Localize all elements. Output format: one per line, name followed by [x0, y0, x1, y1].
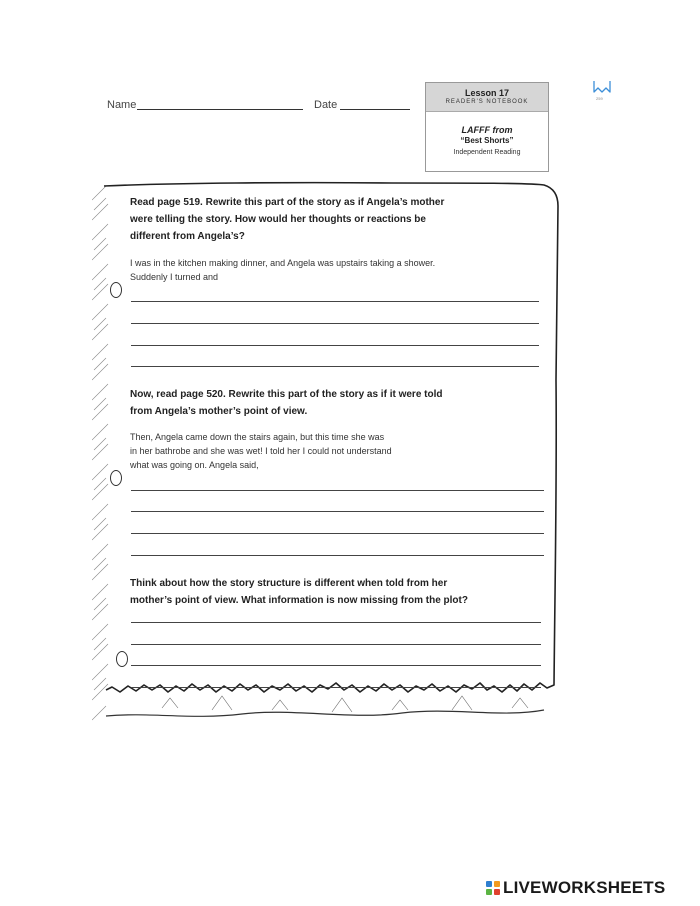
question-3-line-1: Think about how the story structure is different when told from her [130, 578, 448, 589]
question-3-line-2: mother’s point of view. What information is now missing from the plot? [130, 595, 468, 606]
liveworksheets-logo-icon [486, 881, 500, 895]
question-2-starter [130, 430, 450, 472]
binder-hole-icon [110, 470, 122, 486]
writing-line[interactable] [131, 301, 539, 302]
lesson-story-source: “Best Shorts” [460, 136, 514, 145]
date-line[interactable] [340, 109, 410, 110]
question-2-line-2: from Angela’s mother’s point of view. [130, 406, 308, 417]
binder-hole-icon [110, 282, 122, 298]
lesson-header [426, 83, 548, 112]
writing-line[interactable] [131, 533, 544, 534]
lesson-type: Independent Reading [453, 149, 521, 156]
lesson-story-title: LAFFF from [461, 125, 513, 135]
writing-line[interactable] [131, 644, 541, 645]
question-2-starter-line-2: in her bathrobe and she was wet! I told her I could not understand [130, 446, 392, 456]
question-1-line-1: Read page 519. Rewrite this part of the story as if Angela’s mother [130, 197, 445, 208]
question-2-prompt [130, 386, 450, 420]
writing-line[interactable] [131, 665, 541, 666]
writing-line[interactable] [131, 345, 539, 346]
question-1-prompt [130, 194, 450, 245]
question-3-prompt [130, 575, 470, 609]
writing-line[interactable] [131, 687, 541, 688]
lesson-box [425, 82, 549, 172]
question-1-starter-line-1: I was in the kitchen making dinner, and Angela was upstairs taking a shower. [130, 258, 436, 268]
question-1-line-2: were telling the story. How would her thoughts or reactions be [130, 214, 426, 225]
binder-hole-icon [116, 651, 128, 667]
date-label: Date [314, 99, 338, 111]
page-number: 259 [596, 96, 603, 101]
lesson-title: Lesson 17 [464, 88, 510, 98]
lesson-subtitle: READER'S NOTEBOOK [445, 99, 529, 105]
writing-line[interactable] [131, 490, 544, 491]
name-line[interactable] [137, 109, 303, 110]
question-2-line-1: Now, read page 520. Rewrite this part of the story as if it were told [130, 389, 443, 400]
name-label: Name [107, 99, 137, 111]
question-1-starter [130, 256, 490, 284]
question-1-starter-line-2: Suddenly I turned and [130, 272, 219, 282]
writing-line[interactable] [131, 622, 541, 623]
writing-line[interactable] [131, 511, 544, 512]
question-1-line-3: different from Angela’s? [130, 231, 245, 242]
liveworksheets-brand[interactable]: LIVEWORKSHEETS [503, 878, 666, 897]
question-2-starter-line-3: what was going on. Angela said, [130, 460, 259, 470]
question-2-starter-line-1: Then, Angela came down the stairs again, but this time she was [130, 432, 385, 442]
writing-line[interactable] [131, 555, 544, 556]
writing-line[interactable] [131, 366, 539, 367]
worksheet-icon [593, 80, 611, 94]
writing-line[interactable] [131, 323, 539, 324]
